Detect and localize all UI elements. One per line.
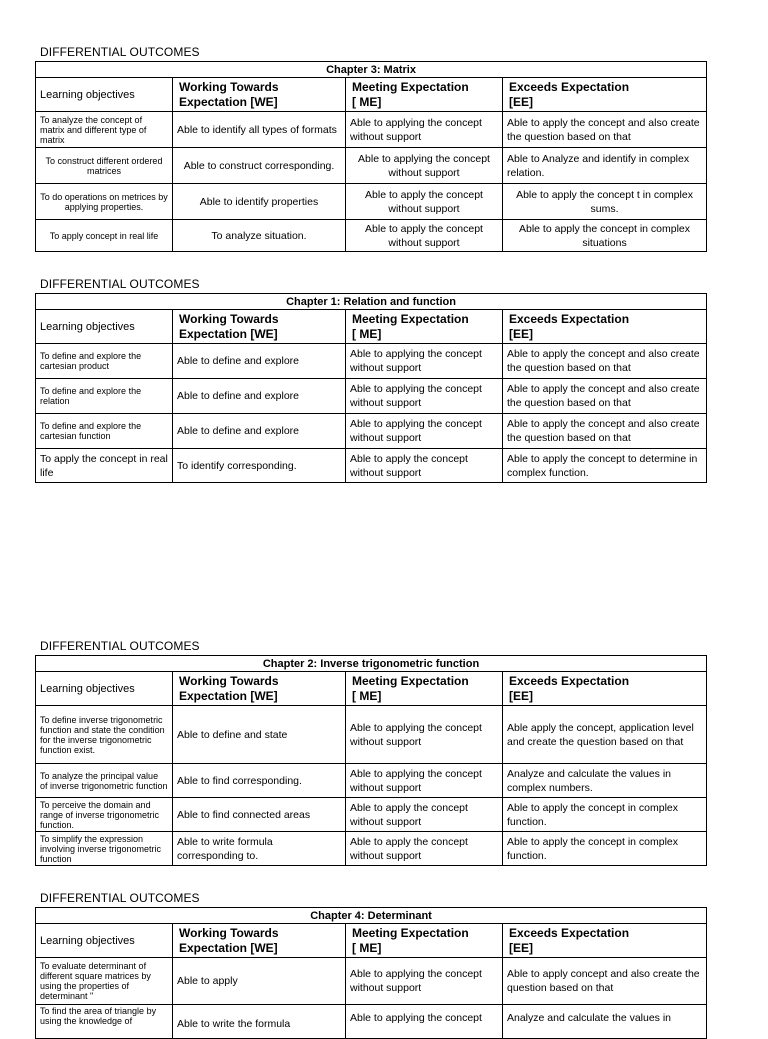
table-row bbox=[36, 449, 707, 483]
ee-cell: Able to apply the concept and also create the question based on that bbox=[503, 414, 707, 449]
header-ee: Exceeds Expectation [EE] bbox=[503, 924, 707, 958]
objective-cell: To find the area of triangle by using the knowledge of bbox=[36, 1005, 173, 1039]
ee-cell: Analyze and calculate the values in bbox=[503, 1005, 707, 1039]
objective-cell: To do operations on metrices by applying properties. bbox=[36, 184, 173, 220]
we-cell: Able to identify properties bbox=[173, 184, 346, 220]
header-ee: Exceeds Expectation [EE] bbox=[503, 672, 707, 706]
header-me: Meeting Expectation [ ME] bbox=[346, 310, 503, 344]
header-ee: Exceeds Expectation [EE] bbox=[503, 78, 707, 112]
table-row bbox=[36, 112, 707, 148]
header-me: Meeting Expectation [ ME] bbox=[346, 672, 503, 706]
header-we: Working Towards Expectation [WE] bbox=[173, 310, 346, 344]
header-learning-objectives: Learning objectives bbox=[36, 78, 173, 112]
objective-cell: To evaluate determinant of different square matrices by using the properties of determinant " bbox=[36, 958, 173, 1005]
table-row bbox=[36, 706, 707, 764]
objective-cell: To apply the concept in real life bbox=[36, 449, 173, 483]
me-cell: Able to applying the concept bbox=[346, 1005, 503, 1039]
me-cell: Able to applying the concept without support bbox=[346, 344, 503, 379]
we-cell: Able to write formula corresponding to. bbox=[173, 832, 346, 866]
outcome-table-matrix bbox=[35, 61, 706, 252]
objective-cell: To analyze the concept of matrix and different type of matrix bbox=[36, 112, 173, 148]
section-heading: DIFFERENTIAL OUTCOMES bbox=[40, 45, 200, 59]
ee-cell: Able to apply the concept in complex function. bbox=[503, 832, 707, 866]
ee-cell: Able to apply concept and also create the question based on that bbox=[503, 958, 707, 1005]
table-row bbox=[36, 832, 707, 866]
table-row bbox=[36, 184, 707, 220]
me-cell: Able to apply the concept without support bbox=[346, 798, 503, 832]
ee-cell: Able to apply the concept and also create the question based on that bbox=[503, 112, 707, 148]
objective-cell: To perceive the domain and range of inverse trigonometric function. bbox=[36, 798, 173, 832]
me-cell: Able to applying the concept without support bbox=[346, 764, 503, 798]
header-learning-objectives: Learning objectives bbox=[36, 924, 173, 958]
objective-cell: To define and explore the cartesian product bbox=[36, 344, 173, 379]
chapter-title: Chapter 1: Relation and function bbox=[36, 294, 707, 310]
outcome-table-determinant bbox=[35, 907, 706, 1039]
outcome-table-relation bbox=[35, 293, 706, 483]
table-row bbox=[36, 1005, 707, 1039]
section-heading: DIFFERENTIAL OUTCOMES bbox=[40, 891, 200, 905]
section-heading: DIFFERENTIAL OUTCOMES bbox=[40, 639, 200, 653]
table-row bbox=[36, 148, 707, 184]
header-learning-objectives: Learning objectives bbox=[36, 672, 173, 706]
table-row bbox=[36, 344, 707, 379]
chapter-title: Chapter 2: Inverse trigonometric function bbox=[36, 656, 707, 672]
we-cell: Able to define and explore bbox=[173, 344, 346, 379]
we-cell: Able to define and explore bbox=[173, 414, 346, 449]
table-row bbox=[36, 220, 707, 252]
table-row bbox=[36, 798, 707, 832]
objective-cell: To define inverse trigonometric function and state the condition for the inverse trigonometric function exist. bbox=[36, 706, 173, 764]
header-me: Meeting Expectation [ ME] bbox=[346, 78, 503, 112]
we-cell: Able to define and explore bbox=[173, 379, 346, 414]
me-cell: Able to applying the concept without support bbox=[346, 706, 503, 764]
objective-cell: To apply concept in real life bbox=[36, 220, 173, 252]
ee-cell: Able to apply the concept in complex function. bbox=[503, 798, 707, 832]
me-cell: Able to apply the concept without support bbox=[346, 449, 503, 483]
we-cell: Able to construct corresponding. bbox=[173, 148, 346, 184]
header-we: Working Towards Expectation [WE] bbox=[173, 78, 346, 112]
header-we: Working Towards Expectation [WE] bbox=[173, 924, 346, 958]
chapter-title: Chapter 4: Determinant bbox=[36, 908, 707, 924]
we-cell: Able to find corresponding. bbox=[173, 764, 346, 798]
me-cell: Able to applying the concept without support bbox=[346, 148, 503, 184]
outcome-table-inverse-trig bbox=[35, 655, 706, 866]
we-cell: Able to define and state bbox=[173, 706, 346, 764]
we-cell: To identify corresponding. bbox=[173, 449, 346, 483]
ee-cell: Able to apply the concept to determine in complex function. bbox=[503, 449, 707, 483]
objective-cell: To simplify the expression involving inverse trigonometric function bbox=[36, 832, 173, 866]
ee-cell: Able to apply the concept and also create the question based on that bbox=[503, 379, 707, 414]
me-cell: Able to applying the concept without support bbox=[346, 112, 503, 148]
me-cell: Able to applying the concept without support bbox=[346, 958, 503, 1005]
me-cell: Able to applying the concept without support bbox=[346, 414, 503, 449]
table-row bbox=[36, 958, 707, 1005]
me-cell: Able to apply the concept without support bbox=[346, 220, 503, 252]
section-heading: DIFFERENTIAL OUTCOMES bbox=[40, 277, 200, 291]
ee-cell: Able to apply the concept in complex situations bbox=[503, 220, 707, 252]
objective-cell: To define and explore the relation bbox=[36, 379, 173, 414]
objective-cell: To analyze the principal value of inverse trigonometric function bbox=[36, 764, 173, 798]
chapter-title: Chapter 3: Matrix bbox=[36, 62, 707, 78]
table-row bbox=[36, 414, 707, 449]
we-cell: Able to write the formula bbox=[173, 1005, 346, 1039]
objective-cell: To define and explore the cartesian function bbox=[36, 414, 173, 449]
header-me: Meeting Expectation [ ME] bbox=[346, 924, 503, 958]
ee-cell: Able to apply the concept and also create the question based on that bbox=[503, 344, 707, 379]
header-we: Working Towards Expectation [WE] bbox=[173, 672, 346, 706]
ee-cell: Analyze and calculate the values in complex numbers. bbox=[503, 764, 707, 798]
header-learning-objectives: Learning objectives bbox=[36, 310, 173, 344]
objective-cell: To construct different ordered matrices bbox=[36, 148, 173, 184]
we-cell: To analyze situation. bbox=[173, 220, 346, 252]
header-ee: Exceeds Expectation [EE] bbox=[503, 310, 707, 344]
ee-cell: Able apply the concept, application level and create the question based on that bbox=[503, 706, 707, 764]
ee-cell: Able to Analyze and identify in complex relation. bbox=[503, 148, 707, 184]
table-row bbox=[36, 764, 707, 798]
ee-cell: Able to apply the concept t in complex sums. bbox=[503, 184, 707, 220]
we-cell: Able to find connected areas bbox=[173, 798, 346, 832]
me-cell: Able to applying the concept without support bbox=[346, 379, 503, 414]
me-cell: Able to apply the concept without support bbox=[346, 832, 503, 866]
table-row bbox=[36, 379, 707, 414]
me-cell: Able to apply the concept without support bbox=[346, 184, 503, 220]
we-cell: Able to apply bbox=[173, 958, 346, 1005]
we-cell: Able to identify all types of formats bbox=[173, 112, 346, 148]
